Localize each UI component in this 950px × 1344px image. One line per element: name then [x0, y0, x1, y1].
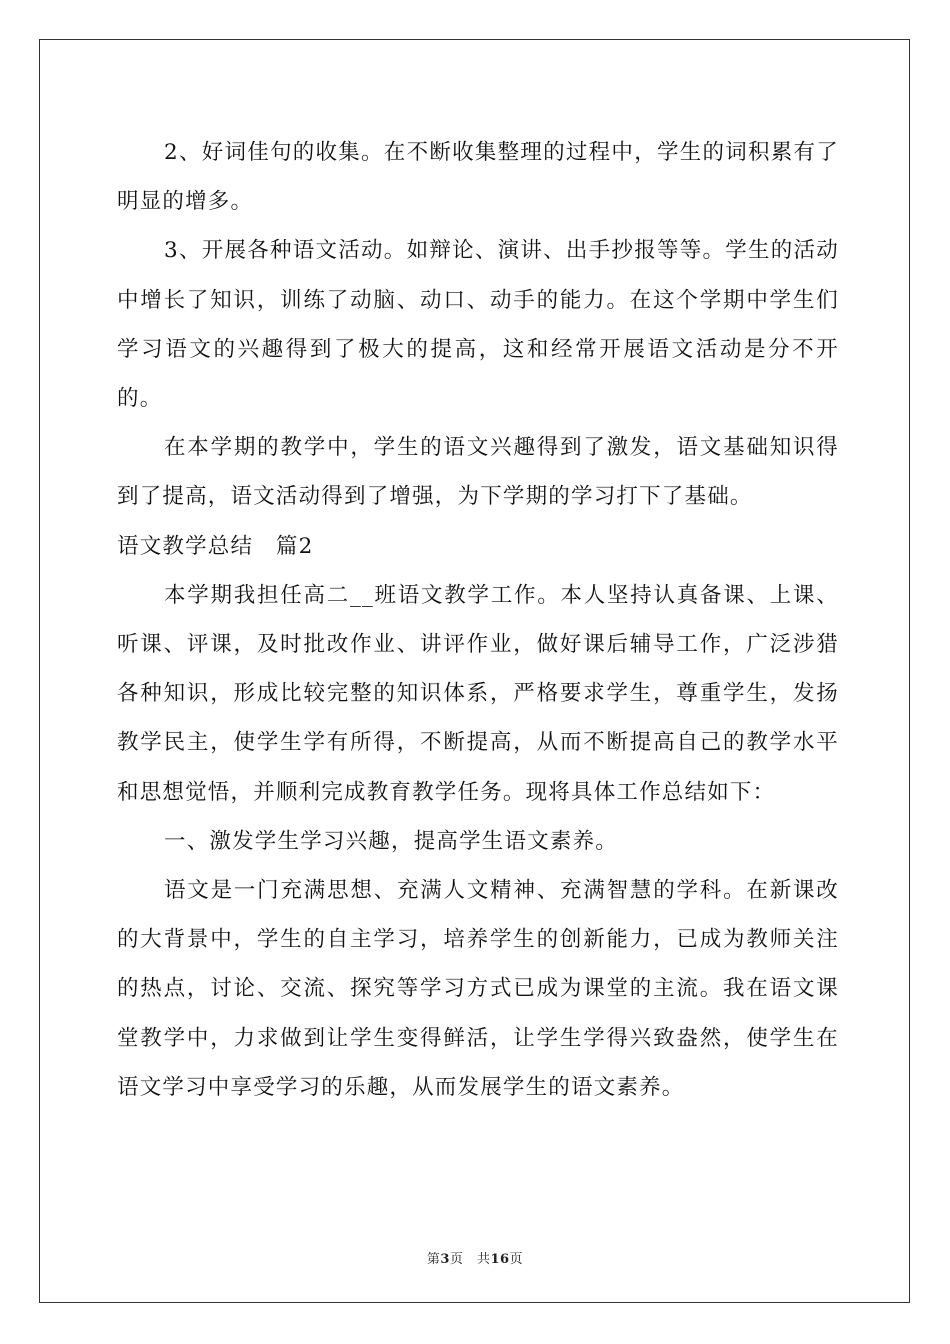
paragraph-4: 本学期我担任高二__班语文教学工作。本人坚持认真备课、上课、听课、评课，及时批改作业、讲评作业，做好课后辅导工作，广泛涉猎各种知识，形成比较完整的知识体系，严格要求学生，尊重学生，发扬教学民主，使学生学有所得，不断提高，从而不断提高自己的教学水平和思想觉悟，并顺利完成教育教学任务。现将具体工作总结如下：: [117, 582, 839, 805]
footer-prefix: 第: [426, 1252, 441, 1267]
subheading-1: 一、激发学生学习兴趣，提高学生语文素养。: [164, 828, 619, 854]
footer-suffix: 页: [509, 1252, 524, 1267]
footer-page-suffix: 页 共: [449, 1252, 491, 1267]
document-body: [117, 128, 839, 1112]
paragraph-5: 语文是一门充满思想、充满人文精神、充满智慧的学科。在新课改的大背景中，学生的自主学习，培养学生的创新能力，已成为教师关注的热点，讨论、交流、探究等学习方式已成为课堂的主流。我在语文课堂教学中，力求做到让学生变得鲜活，让学生学得兴致盎然，使学生在语文学习中享受学习的乐趣，从而发展学生的语文素养。: [117, 878, 839, 1100]
paragraph-3: 在本学期的教学中，学生的语文兴趣得到了激发，语文基础知识得到了提高，语文活动得到了增强，为下学期的学习打下了基础。: [117, 435, 839, 510]
section-heading: 语文教学总结 篇2: [117, 533, 314, 559]
footer-total-pages: 16: [490, 1252, 510, 1267]
paragraph-2: 3、开展各种语文活动。如辩论、演讲、出手抄报等等。学生的活动中增长了知识，训练了动脑、动口、动手的能力。在这个学期中学生们学习语文的兴趣得到了极大的提高，这和经常开展语文活动是分不开的。: [117, 238, 839, 412]
page-footer: [0, 1248, 950, 1267]
footer-page-number: 3: [440, 1252, 450, 1267]
paragraph-1: 2、好词佳句的收集。在不断收集整理的过程中，学生的词积累有了明显的增多。: [117, 140, 839, 215]
